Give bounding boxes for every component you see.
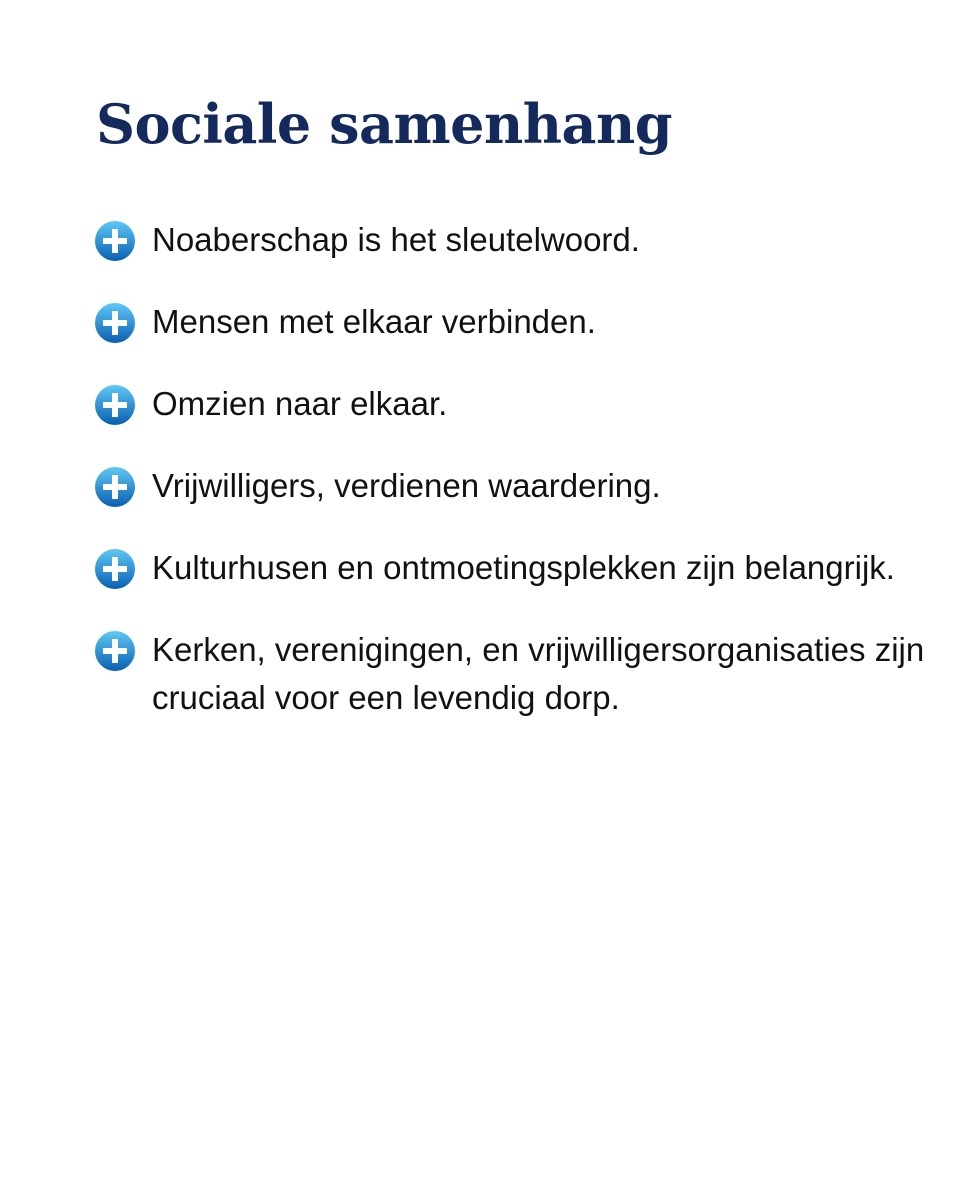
- plus-circle-icon: [94, 302, 136, 344]
- plus-circle-icon: [94, 220, 136, 262]
- plus-circle-icon: [94, 548, 136, 590]
- list-item: [94, 216, 944, 264]
- bullet-text: Mensen met elkaar verbinden.: [152, 303, 596, 340]
- plus-circle-icon: [94, 466, 136, 508]
- bullet-list: [94, 216, 944, 756]
- list-item: [94, 626, 944, 722]
- bullet-text: Kulturhusen en ontmoetingsplekken zijn belangrijk.: [152, 549, 895, 586]
- list-item: [94, 380, 944, 428]
- bullet-text: Vrijwilligers, verdienen waardering.: [152, 467, 661, 504]
- bullet-text: Noaberschap is het sleutelwoord.: [152, 221, 640, 258]
- list-item: [94, 544, 944, 592]
- bullet-text: Omzien naar elkaar.: [152, 385, 448, 422]
- bullet-text: Kerken, verenigingen, en vrijwilligersorganisaties zijn cruciaal voor een levendig dorp.: [152, 631, 925, 716]
- plus-circle-icon: [94, 384, 136, 426]
- plus-circle-icon: [94, 630, 136, 672]
- page-title: Sociale samenhang: [96, 92, 672, 156]
- list-item: [94, 298, 944, 346]
- list-item: [94, 462, 944, 510]
